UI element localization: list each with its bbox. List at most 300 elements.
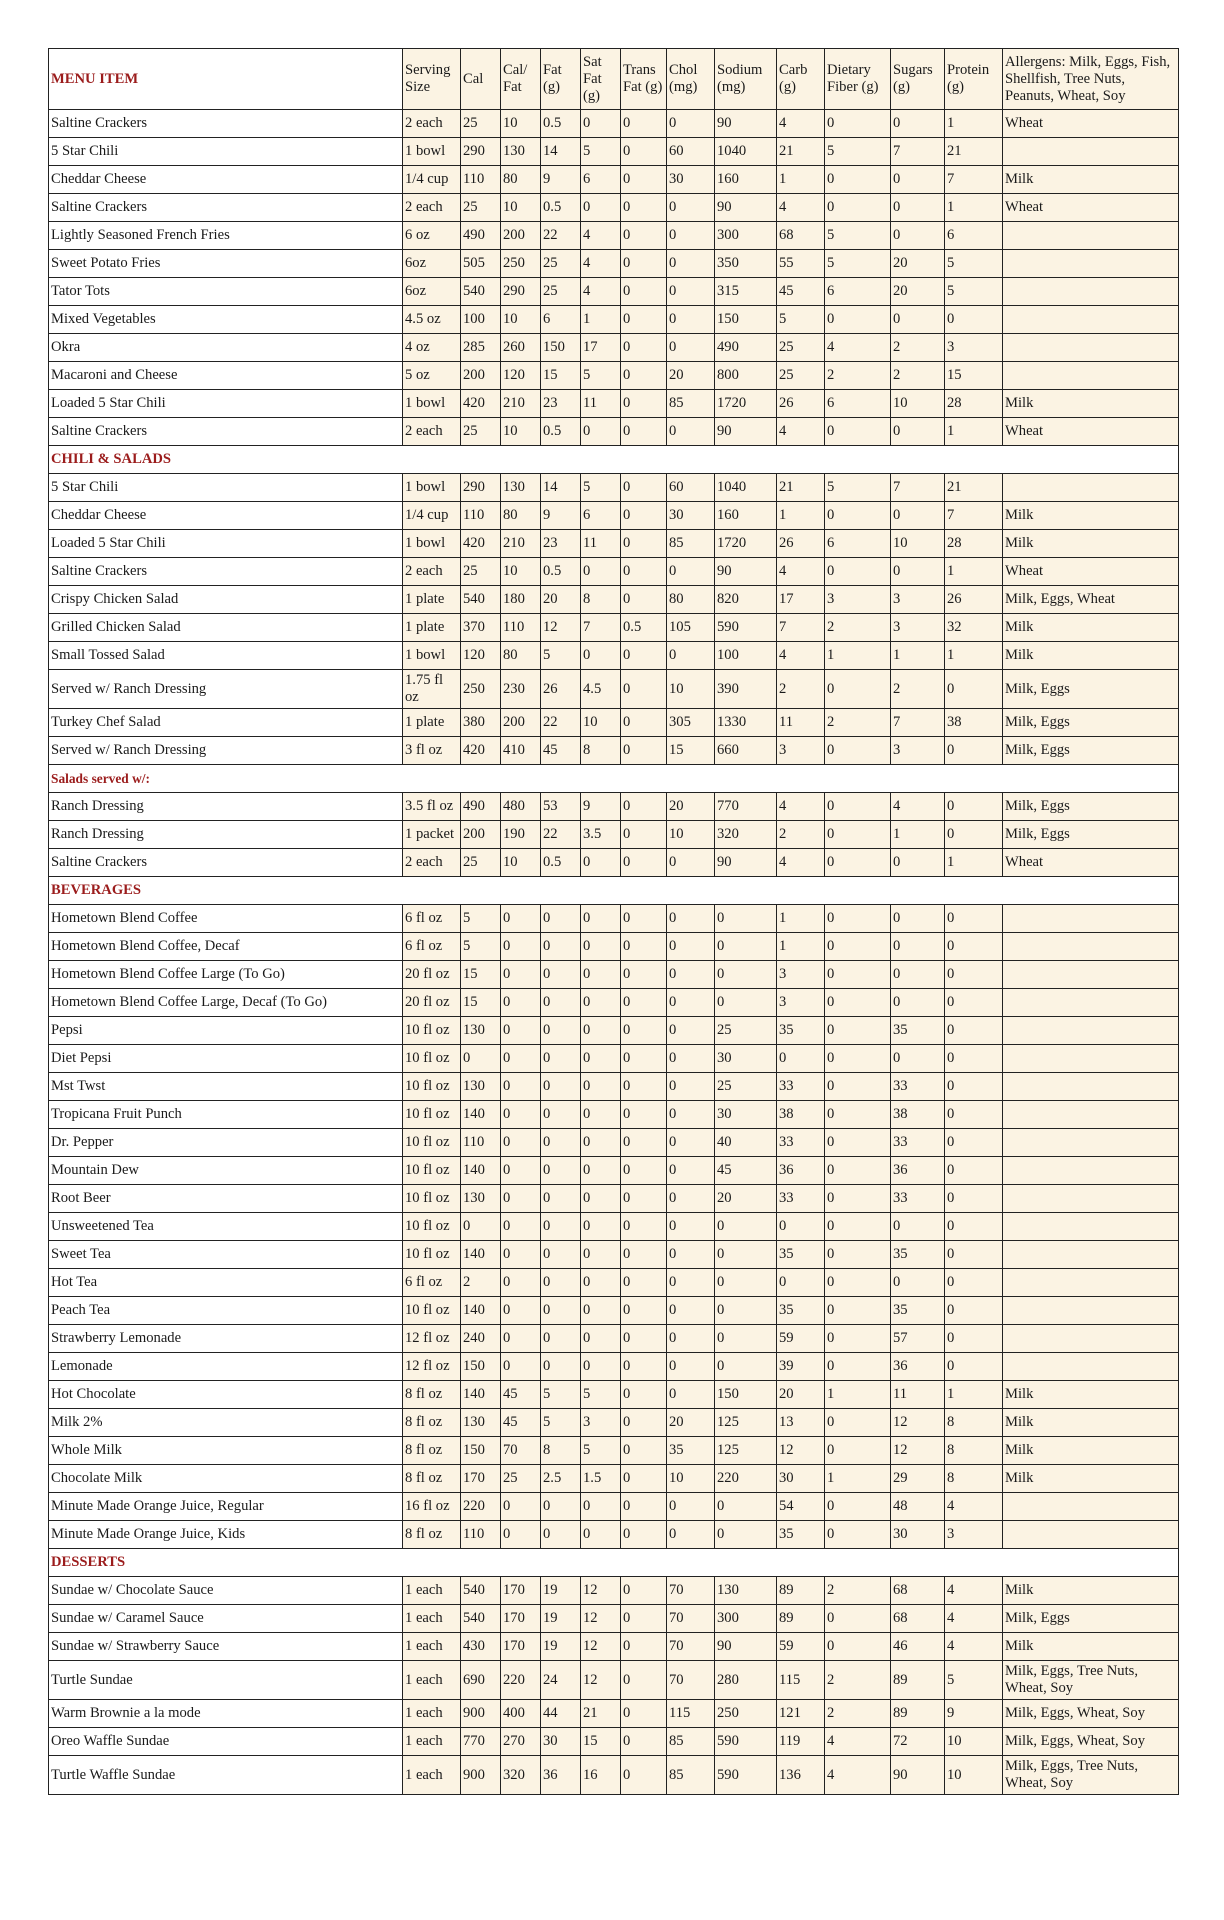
cell-serving-size: 6 fl oz xyxy=(403,905,461,933)
cell-calories-from-fat: 190 xyxy=(501,821,541,849)
cell-sat-fat: 3 xyxy=(581,1409,621,1437)
cell-calories-from-fat: 260 xyxy=(501,334,541,362)
cell-serving-size: 1 bowl xyxy=(403,138,461,166)
cell-menu-item: Crispy Chicken Salad xyxy=(49,586,403,614)
cell-allergens xyxy=(1003,1213,1179,1241)
cell-sugars: 46 xyxy=(891,1633,945,1661)
cell-fat: 22 xyxy=(541,709,581,737)
cell-carb: 33 xyxy=(777,1185,825,1213)
cell-sat-fat: 0 xyxy=(581,418,621,446)
cell-fat: 5 xyxy=(541,642,581,670)
cell-menu-item: Served w/ Ranch Dressing xyxy=(49,737,403,765)
cell-dietary-fiber: 2 xyxy=(825,1661,891,1700)
cell-dietary-fiber: 0 xyxy=(825,1241,891,1269)
cell-sat-fat: 0 xyxy=(581,1213,621,1241)
cell-menu-item: Turtle Sundae xyxy=(49,1661,403,1700)
cell-cholesterol: 0 xyxy=(667,1241,715,1269)
cell-cholesterol: 0 xyxy=(667,1213,715,1241)
cell-fat: 0 xyxy=(541,1325,581,1353)
cell-protein: 1 xyxy=(945,849,1003,877)
cell-trans-fat: 0 xyxy=(621,502,667,530)
cell-sat-fat: 5 xyxy=(581,1437,621,1465)
cell-serving-size: 6 fl oz xyxy=(403,1269,461,1297)
cell-sat-fat: 0 xyxy=(581,1353,621,1381)
table-row xyxy=(49,1577,1179,1605)
cell-protein: 10 xyxy=(945,1728,1003,1756)
table-row xyxy=(49,1213,1179,1241)
cell-carb: 21 xyxy=(777,138,825,166)
table-row xyxy=(49,166,1179,194)
cell-serving-size: 4.5 oz xyxy=(403,306,461,334)
cell-sugars: 7 xyxy=(891,709,945,737)
cell-menu-item: Chocolate Milk xyxy=(49,1465,403,1493)
cell-calories: 490 xyxy=(461,222,501,250)
cell-fat: 0 xyxy=(541,1073,581,1101)
cell-cholesterol: 85 xyxy=(667,1756,715,1795)
cell-serving-size: 1 each xyxy=(403,1661,461,1700)
cell-carb: 119 xyxy=(777,1728,825,1756)
cell-cholesterol: 0 xyxy=(667,1353,715,1381)
cell-sugars: 20 xyxy=(891,278,945,306)
cell-calories: 2 xyxy=(461,1269,501,1297)
cell-allergens xyxy=(1003,250,1179,278)
cell-calories: 540 xyxy=(461,1605,501,1633)
cell-sodium: 770 xyxy=(715,793,777,821)
cell-carb: 59 xyxy=(777,1633,825,1661)
cell-carb: 2 xyxy=(777,821,825,849)
cell-sodium: 1330 xyxy=(715,709,777,737)
cell-cholesterol: 0 xyxy=(667,1017,715,1045)
cell-sugars: 35 xyxy=(891,1241,945,1269)
cell-trans-fat: 0 xyxy=(621,1129,667,1157)
cell-trans-fat: 0 xyxy=(621,250,667,278)
cell-cholesterol: 10 xyxy=(667,1465,715,1493)
cell-sat-fat: 0 xyxy=(581,1017,621,1045)
cell-cholesterol: 20 xyxy=(667,1409,715,1437)
section-title: DESSERTS xyxy=(49,1549,1179,1577)
cell-sat-fat: 10 xyxy=(581,709,621,737)
cell-sugars: 2 xyxy=(891,670,945,709)
cell-protein: 1 xyxy=(945,642,1003,670)
cell-sugars: 0 xyxy=(891,418,945,446)
cell-menu-item: Minute Made Orange Juice, Regular xyxy=(49,1493,403,1521)
cell-sodium: 160 xyxy=(715,166,777,194)
cell-sugars: 7 xyxy=(891,138,945,166)
cell-fat: 19 xyxy=(541,1633,581,1661)
cell-cholesterol: 0 xyxy=(667,1045,715,1073)
cell-fat: 0.5 xyxy=(541,418,581,446)
cell-cholesterol: 115 xyxy=(667,1700,715,1728)
cell-sat-fat: 12 xyxy=(581,1577,621,1605)
cell-dietary-fiber: 0 xyxy=(825,1409,891,1437)
cell-sodium: 90 xyxy=(715,849,777,877)
cell-carb: 25 xyxy=(777,334,825,362)
cell-protein: 0 xyxy=(945,989,1003,1017)
cell-sugars: 48 xyxy=(891,1493,945,1521)
cell-allergens xyxy=(1003,989,1179,1017)
cell-protein: 0 xyxy=(945,1045,1003,1073)
cell-cholesterol: 70 xyxy=(667,1605,715,1633)
cell-menu-item: Oreo Waffle Sundae xyxy=(49,1728,403,1756)
cell-protein: 1 xyxy=(945,194,1003,222)
cell-calories-from-fat: 0 xyxy=(501,1157,541,1185)
cell-cholesterol: 0 xyxy=(667,194,715,222)
cell-protein: 8 xyxy=(945,1437,1003,1465)
cell-protein: 1 xyxy=(945,110,1003,138)
cell-calories: 690 xyxy=(461,1661,501,1700)
cell-sugars: 90 xyxy=(891,1756,945,1795)
cell-serving-size: 1 each xyxy=(403,1756,461,1795)
cell-serving-size: 3.5 fl oz xyxy=(403,793,461,821)
cell-dietary-fiber: 0 xyxy=(825,1017,891,1045)
cell-calories-from-fat: 0 xyxy=(501,905,541,933)
col-header-sugars: Sugars (g) xyxy=(891,49,945,110)
cell-menu-item: Dr. Pepper xyxy=(49,1129,403,1157)
cell-fat: 53 xyxy=(541,793,581,821)
cell-fat: 0.5 xyxy=(541,558,581,586)
cell-cholesterol: 305 xyxy=(667,709,715,737)
cell-calories: 110 xyxy=(461,502,501,530)
cell-calories: 5 xyxy=(461,933,501,961)
cell-menu-item: Loaded 5 Star Chili xyxy=(49,530,403,558)
cell-cholesterol: 70 xyxy=(667,1633,715,1661)
cell-sugars: 36 xyxy=(891,1157,945,1185)
cell-cholesterol: 85 xyxy=(667,390,715,418)
cell-sat-fat: 3.5 xyxy=(581,821,621,849)
cell-carb: 26 xyxy=(777,390,825,418)
cell-menu-item: Lightly Seasoned French Fries xyxy=(49,222,403,250)
cell-sodium: 30 xyxy=(715,1101,777,1129)
col-header-carb: Carb (g) xyxy=(777,49,825,110)
cell-serving-size: 20 fl oz xyxy=(403,961,461,989)
cell-calories: 250 xyxy=(461,670,501,709)
cell-dietary-fiber: 2 xyxy=(825,614,891,642)
cell-sat-fat: 0 xyxy=(581,1241,621,1269)
cell-dietary-fiber: 0 xyxy=(825,905,891,933)
cell-trans-fat: 0 xyxy=(621,1728,667,1756)
cell-sat-fat: 1 xyxy=(581,306,621,334)
cell-trans-fat: 0 xyxy=(621,1017,667,1045)
cell-calories: 100 xyxy=(461,306,501,334)
cell-sodium: 90 xyxy=(715,110,777,138)
cell-cholesterol: 10 xyxy=(667,821,715,849)
cell-calories: 150 xyxy=(461,1437,501,1465)
cell-calories-from-fat: 80 xyxy=(501,166,541,194)
cell-protein: 9 xyxy=(945,1700,1003,1728)
cell-serving-size: 1.75 fl oz xyxy=(403,670,461,709)
cell-carb: 4 xyxy=(777,194,825,222)
cell-calories-from-fat: 170 xyxy=(501,1577,541,1605)
cell-protein: 4 xyxy=(945,1577,1003,1605)
cell-sodium: 90 xyxy=(715,194,777,222)
cell-cholesterol: 20 xyxy=(667,362,715,390)
cell-menu-item: Sundae w/ Chocolate Sauce xyxy=(49,1577,403,1605)
cell-calories-from-fat: 0 xyxy=(501,1297,541,1325)
table-row xyxy=(49,670,1179,709)
cell-fat: 0 xyxy=(541,1017,581,1045)
cell-sugars: 1 xyxy=(891,821,945,849)
cell-calories: 25 xyxy=(461,558,501,586)
cell-serving-size: 2 each xyxy=(403,849,461,877)
cell-calories: 420 xyxy=(461,737,501,765)
cell-dietary-fiber: 2 xyxy=(825,1700,891,1728)
cell-dietary-fiber: 0 xyxy=(825,1605,891,1633)
cell-sugars: 3 xyxy=(891,586,945,614)
cell-sugars: 57 xyxy=(891,1325,945,1353)
cell-sodium: 150 xyxy=(715,1381,777,1409)
cell-menu-item: Loaded 5 Star Chili xyxy=(49,390,403,418)
cell-protein: 26 xyxy=(945,586,1003,614)
cell-dietary-fiber: 4 xyxy=(825,1728,891,1756)
cell-fat: 0 xyxy=(541,1185,581,1213)
table-row xyxy=(49,110,1179,138)
cell-sugars: 0 xyxy=(891,961,945,989)
cell-sugars: 0 xyxy=(891,1213,945,1241)
cell-sat-fat: 0 xyxy=(581,1493,621,1521)
cell-allergens xyxy=(1003,306,1179,334)
cell-carb: 136 xyxy=(777,1756,825,1795)
cell-calories-from-fat: 0 xyxy=(501,1045,541,1073)
cell-calories-from-fat: 210 xyxy=(501,530,541,558)
cell-dietary-fiber: 0 xyxy=(825,110,891,138)
cell-cholesterol: 35 xyxy=(667,1437,715,1465)
cell-dietary-fiber: 0 xyxy=(825,1437,891,1465)
cell-fat: 20 xyxy=(541,586,581,614)
cell-calories-from-fat: 0 xyxy=(501,1101,541,1129)
cell-dietary-fiber: 1 xyxy=(825,1381,891,1409)
cell-cholesterol: 0 xyxy=(667,933,715,961)
cell-calories-from-fat: 230 xyxy=(501,670,541,709)
table-row xyxy=(49,1325,1179,1353)
table-row xyxy=(49,709,1179,737)
cell-sodium: 0 xyxy=(715,1493,777,1521)
cell-sugars: 0 xyxy=(891,194,945,222)
cell-calories-from-fat: 250 xyxy=(501,250,541,278)
cell-cholesterol: 60 xyxy=(667,138,715,166)
cell-sugars: 35 xyxy=(891,1017,945,1045)
cell-dietary-fiber: 0 xyxy=(825,1073,891,1101)
cell-sodium: 0 xyxy=(715,1353,777,1381)
cell-trans-fat: 0 xyxy=(621,362,667,390)
cell-cholesterol: 0 xyxy=(667,1073,715,1101)
cell-trans-fat: 0 xyxy=(621,961,667,989)
cell-cholesterol: 15 xyxy=(667,737,715,765)
cell-calories-from-fat: 290 xyxy=(501,278,541,306)
cell-allergens: Milk xyxy=(1003,1409,1179,1437)
cell-sodium: 820 xyxy=(715,586,777,614)
table-row xyxy=(49,306,1179,334)
cell-trans-fat: 0 xyxy=(621,278,667,306)
cell-sodium: 350 xyxy=(715,250,777,278)
table-row xyxy=(49,1756,1179,1795)
cell-serving-size: 2 each xyxy=(403,558,461,586)
cell-calories: 130 xyxy=(461,1017,501,1045)
cell-carb: 35 xyxy=(777,1297,825,1325)
cell-allergens xyxy=(1003,278,1179,306)
cell-trans-fat: 0 xyxy=(621,530,667,558)
cell-trans-fat: 0 xyxy=(621,222,667,250)
cell-dietary-fiber: 0 xyxy=(825,1353,891,1381)
col-header-sat-fat: Sat Fat (g) xyxy=(581,49,621,110)
cell-allergens xyxy=(1003,1297,1179,1325)
cell-calories-from-fat: 0 xyxy=(501,1269,541,1297)
cell-calories-from-fat: 0 xyxy=(501,1185,541,1213)
cell-sugars: 2 xyxy=(891,362,945,390)
cell-dietary-fiber: 0 xyxy=(825,558,891,586)
cell-serving-size: 1 each xyxy=(403,1605,461,1633)
cell-sat-fat: 0 xyxy=(581,642,621,670)
cell-dietary-fiber: 0 xyxy=(825,793,891,821)
cell-trans-fat: 0 xyxy=(621,390,667,418)
cell-sugars: 0 xyxy=(891,558,945,586)
cell-menu-item: 5 Star Chili xyxy=(49,474,403,502)
cell-protein: 5 xyxy=(945,1661,1003,1700)
cell-carb: 2 xyxy=(777,670,825,709)
cell-fat: 19 xyxy=(541,1605,581,1633)
cell-calories-from-fat: 120 xyxy=(501,362,541,390)
cell-menu-item: Tator Tots xyxy=(49,278,403,306)
cell-sugars: 35 xyxy=(891,1297,945,1325)
cell-serving-size: 12 fl oz xyxy=(403,1325,461,1353)
cell-trans-fat: 0 xyxy=(621,1073,667,1101)
cell-menu-item: Tropicana Fruit Punch xyxy=(49,1101,403,1129)
table-row xyxy=(49,474,1179,502)
cell-carb: 3 xyxy=(777,961,825,989)
cell-allergens: Milk xyxy=(1003,614,1179,642)
cell-cholesterol: 0 xyxy=(667,1493,715,1521)
cell-sugars: 0 xyxy=(891,110,945,138)
cell-calories: 240 xyxy=(461,1325,501,1353)
cell-calories: 110 xyxy=(461,1521,501,1549)
cell-calories-from-fat: 320 xyxy=(501,1756,541,1795)
cell-allergens: Milk xyxy=(1003,1437,1179,1465)
cell-calories-from-fat: 0 xyxy=(501,1017,541,1045)
cell-carb: 20 xyxy=(777,1381,825,1409)
cell-carb: 4 xyxy=(777,642,825,670)
cell-carb: 121 xyxy=(777,1700,825,1728)
cell-sodium: 590 xyxy=(715,614,777,642)
cell-calories: 140 xyxy=(461,1381,501,1409)
cell-protein: 0 xyxy=(945,1325,1003,1353)
cell-cholesterol: 0 xyxy=(667,418,715,446)
cell-menu-item: Hometown Blend Coffee Large, Decaf (To Go) xyxy=(49,989,403,1017)
cell-sugars: 33 xyxy=(891,1185,945,1213)
cell-sodium: 25 xyxy=(715,1073,777,1101)
cell-cholesterol: 0 xyxy=(667,1101,715,1129)
table-row xyxy=(49,334,1179,362)
table-row xyxy=(49,1185,1179,1213)
cell-sodium: 1040 xyxy=(715,474,777,502)
cell-cholesterol: 85 xyxy=(667,1728,715,1756)
cell-calories-from-fat: 0 xyxy=(501,1521,541,1549)
nutrition-table xyxy=(48,48,1179,1795)
table-row xyxy=(49,961,1179,989)
cell-sodium: 125 xyxy=(715,1437,777,1465)
cell-sat-fat: 12 xyxy=(581,1661,621,1700)
cell-calories: 505 xyxy=(461,250,501,278)
cell-menu-item: Peach Tea xyxy=(49,1297,403,1325)
cell-allergens xyxy=(1003,138,1179,166)
cell-sat-fat: 9 xyxy=(581,793,621,821)
cell-protein: 0 xyxy=(945,670,1003,709)
cell-sat-fat: 0 xyxy=(581,849,621,877)
cell-trans-fat: 0 xyxy=(621,793,667,821)
cell-serving-size: 3 fl oz xyxy=(403,737,461,765)
cell-sat-fat: 1.5 xyxy=(581,1465,621,1493)
cell-trans-fat: 0 xyxy=(621,1045,667,1073)
cell-menu-item: Served w/ Ranch Dressing xyxy=(49,670,403,709)
cell-serving-size: 8 fl oz xyxy=(403,1521,461,1549)
cell-protein: 4 xyxy=(945,1493,1003,1521)
cell-allergens xyxy=(1003,222,1179,250)
cell-sugars: 33 xyxy=(891,1073,945,1101)
cell-allergens: Milk xyxy=(1003,1381,1179,1409)
cell-cholesterol: 85 xyxy=(667,530,715,558)
cell-fat: 44 xyxy=(541,1700,581,1728)
cell-protein: 21 xyxy=(945,138,1003,166)
cell-allergens xyxy=(1003,1017,1179,1045)
cell-menu-item: Hot Tea xyxy=(49,1269,403,1297)
cell-serving-size: 1 plate xyxy=(403,614,461,642)
cell-carb: 39 xyxy=(777,1353,825,1381)
cell-calories-from-fat: 0 xyxy=(501,961,541,989)
table-row xyxy=(49,1129,1179,1157)
table-row xyxy=(49,1633,1179,1661)
cell-dietary-fiber: 2 xyxy=(825,709,891,737)
cell-carb: 1 xyxy=(777,933,825,961)
cell-fat: 22 xyxy=(541,821,581,849)
cell-sugars: 0 xyxy=(891,905,945,933)
cell-trans-fat: 0.5 xyxy=(621,614,667,642)
table-row xyxy=(49,1269,1179,1297)
cell-dietary-fiber: 0 xyxy=(825,849,891,877)
table-row xyxy=(49,558,1179,586)
cell-calories: 285 xyxy=(461,334,501,362)
cell-sat-fat: 11 xyxy=(581,530,621,558)
cell-serving-size: 5 oz xyxy=(403,362,461,390)
cell-serving-size: 10 fl oz xyxy=(403,1045,461,1073)
cell-allergens: Milk, Eggs xyxy=(1003,737,1179,765)
cell-trans-fat: 0 xyxy=(621,709,667,737)
cell-protein: 0 xyxy=(945,1185,1003,1213)
cell-fat: 23 xyxy=(541,390,581,418)
cell-trans-fat: 0 xyxy=(621,1605,667,1633)
cell-protein: 1 xyxy=(945,558,1003,586)
cell-sat-fat: 0 xyxy=(581,989,621,1017)
cell-calories: 420 xyxy=(461,530,501,558)
cell-sugars: 4 xyxy=(891,793,945,821)
cell-cholesterol: 0 xyxy=(667,558,715,586)
cell-allergens: Milk xyxy=(1003,1577,1179,1605)
cell-serving-size: 1 packet xyxy=(403,821,461,849)
cell-serving-size: 10 fl oz xyxy=(403,1241,461,1269)
cell-serving-size: 4 oz xyxy=(403,334,461,362)
cell-fat: 0 xyxy=(541,989,581,1017)
cell-serving-size: 8 fl oz xyxy=(403,1409,461,1437)
cell-sat-fat: 0 xyxy=(581,905,621,933)
cell-dietary-fiber: 0 xyxy=(825,418,891,446)
cell-sodium: 125 xyxy=(715,1409,777,1437)
cell-calories-from-fat: 70 xyxy=(501,1437,541,1465)
cell-calories-from-fat: 210 xyxy=(501,390,541,418)
cell-protein: 0 xyxy=(945,905,1003,933)
cell-sodium: 320 xyxy=(715,821,777,849)
cell-fat: 0 xyxy=(541,1213,581,1241)
cell-menu-item: Grilled Chicken Salad xyxy=(49,614,403,642)
cell-menu-item: Mst Twst xyxy=(49,1073,403,1101)
cell-fat: 25 xyxy=(541,278,581,306)
cell-sat-fat: 5 xyxy=(581,474,621,502)
